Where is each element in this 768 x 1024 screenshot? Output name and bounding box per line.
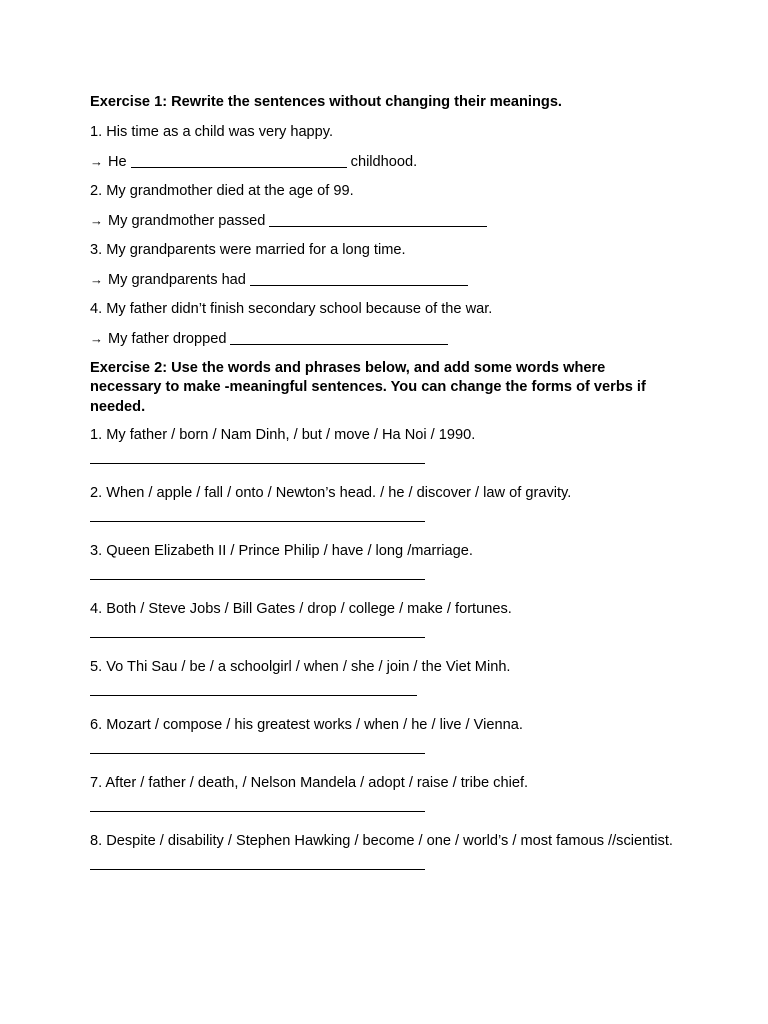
ex1-rewrite-1 [90,152,680,171]
answer-blank[interactable] [250,271,468,286]
rewrite-start: My grandparents had [108,272,246,288]
ex2-prompt: 1. My father / born / Nam Dinh, / but / move / Ha Noi / 1990. [90,427,476,443]
ex2-item-5 [90,658,680,696]
ex2-item-7 [90,774,680,812]
ex1-sentence-1: 1. His time as a child was very happy. [90,123,334,140]
ex2-item-6 [90,716,680,754]
ex2-prompt: 3. Queen Elizabeth II / Prince Philip / have / long /marriage. [90,543,473,559]
ex1-rewrite-3 [90,270,680,289]
answer-line[interactable] [90,694,417,696]
arrow-icon: → [90,331,103,346]
ex1-sentence-2: 2. My grandmother died at the age of 99. [90,182,354,199]
ex1-rewrite-2 [90,211,680,230]
rewrite-start: He [108,154,127,170]
answer-blank[interactable] [269,212,487,227]
ex2-prompt: 2. When / apple / fall / onto / Newton’s head. / he / discover / law of gravity. [90,485,572,501]
answer-line[interactable] [90,462,425,464]
ex1-sentence-4: 4. My father didn’t finish secondary school because of the war. [90,300,493,317]
answer-line[interactable] [90,578,425,580]
ex2-prompt: 4. Both / Steve Jobs / Bill Gates / drop / college / make / fortunes. [90,601,512,617]
answer-blank[interactable] [131,153,347,168]
ex1-rewrite-4 [90,329,680,348]
rewrite-start: My grandmother passed [108,213,266,229]
answer-line[interactable] [90,520,425,522]
answer-line[interactable] [90,636,425,638]
ex2-prompt: 6. Mozart / compose / his greatest works / when / he / live / Vienna. [90,717,523,733]
ex2-item-3 [90,542,680,580]
worksheet-content [90,93,680,890]
ex2-item-4 [90,600,680,638]
ex2-item-2 [90,484,680,522]
answer-line[interactable] [90,810,425,812]
rewrite-start: My father dropped [108,331,227,347]
arrow-icon: → [90,154,103,169]
arrow-icon: → [90,272,103,287]
exercise-2-title: Exercise 2: Use the words and phrases below, and add some words where necessary to make -meaningful sentences. You can change the forms of verbs if needed. [90,359,646,415]
ex1-sentence-3: 3. My grandparents were married for a long time. [90,241,406,258]
rewrite-end: childhood. [350,154,418,170]
ex2-prompt: 5. Vo Thi Sau / be / a schoolgirl / when / she / join / the Viet Minh. [90,659,511,675]
exercise-1-title: Exercise 1: Rewrite the sentences without changing their meanings. [90,94,562,110]
answer-line[interactable] [90,752,425,754]
answer-line[interactable] [90,868,425,870]
ex2-prompt: 7. After / father / death, / Nelson Mandela / adopt / raise / tribe chief. [90,775,529,791]
ex2-prompt: 8. Despite / disability / Stephen Hawking / become / one / world’s / most famous //scientist. [90,833,673,849]
arrow-icon: → [90,213,103,228]
ex2-item-1 [90,426,680,464]
answer-blank[interactable] [230,330,448,345]
ex2-item-8 [90,832,680,870]
